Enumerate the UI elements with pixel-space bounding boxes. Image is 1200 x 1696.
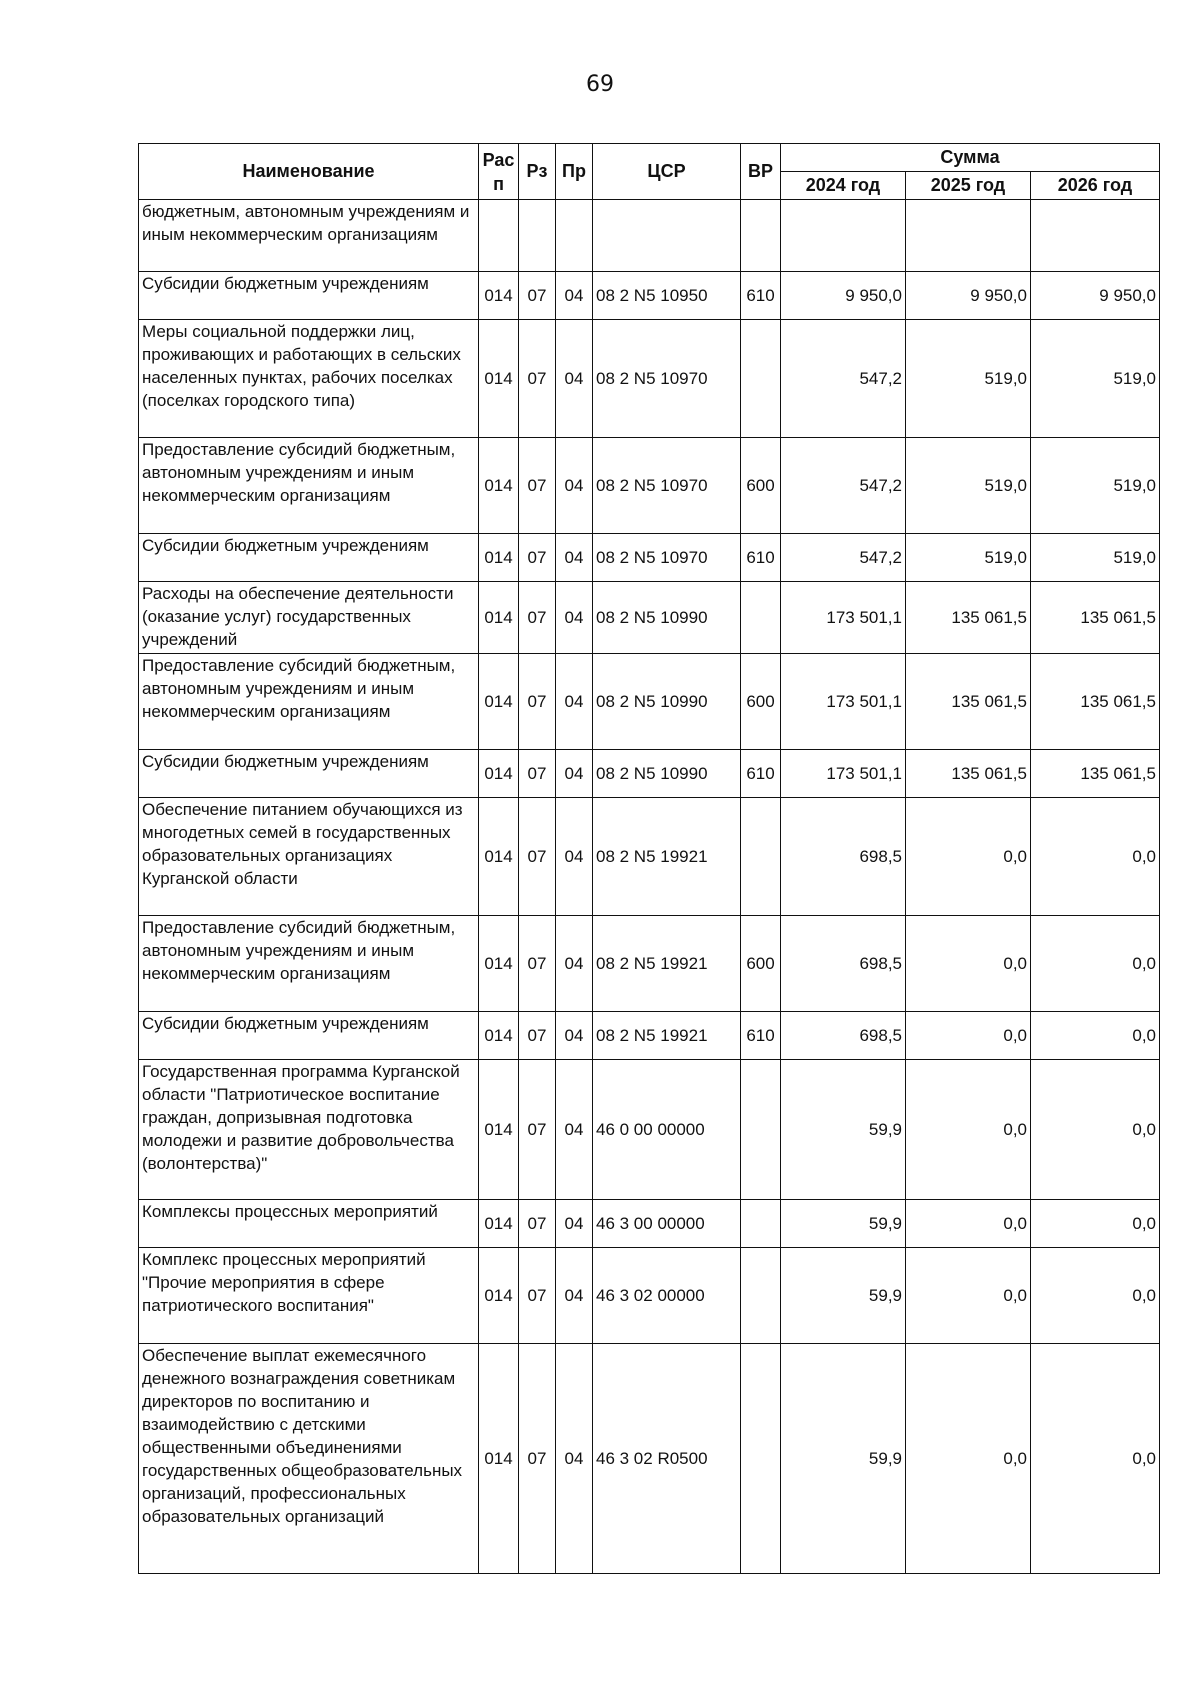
row-pr: 04 — [556, 582, 593, 654]
row-vr: 610 — [741, 1012, 781, 1060]
row-rasp — [479, 200, 519, 272]
row-vr — [741, 582, 781, 654]
row-csr: 46 0 00 00000 — [593, 1060, 741, 1200]
row-pr: 04 — [556, 1012, 593, 1060]
header-2026: 2026 год — [1031, 172, 1160, 200]
row-rz: 07 — [519, 654, 556, 750]
row-rz: 07 — [519, 798, 556, 916]
row-csr: 08 2 N5 10970 — [593, 320, 741, 438]
row-sum-2026: 135 061,5 — [1031, 582, 1160, 654]
table-row — [139, 1200, 1160, 1248]
row-name: Предоставление субсидий бюджетным, автономным учреждениям и иным некоммерческим организациям — [139, 654, 479, 750]
row-rasp: 014 — [479, 1344, 519, 1574]
row-rz: 07 — [519, 1344, 556, 1574]
row-pr: 04 — [556, 654, 593, 750]
row-rz: 07 — [519, 582, 556, 654]
table-row — [139, 1344, 1160, 1574]
header-pr: Пр — [556, 144, 593, 200]
row-name: Субсидии бюджетным учреждениям — [139, 272, 479, 320]
row-sum-2025: 0,0 — [906, 1248, 1031, 1344]
row-rasp: 014 — [479, 1012, 519, 1060]
page-number: 69 — [586, 72, 614, 97]
row-vr: 610 — [741, 750, 781, 798]
row-csr: 08 2 N5 19921 — [593, 916, 741, 1012]
budget-table — [138, 143, 1160, 1574]
header-sum: Сумма — [781, 144, 1160, 172]
row-sum-2024: 59,9 — [781, 1344, 906, 1574]
header-name: Наименование — [139, 144, 479, 200]
row-pr: 04 — [556, 320, 593, 438]
row-vr — [741, 200, 781, 272]
header-row — [139, 144, 1160, 172]
row-sum-2025: 135 061,5 — [906, 750, 1031, 798]
header-2024: 2024 год — [781, 172, 906, 200]
table-row — [139, 798, 1160, 916]
row-rasp: 014 — [479, 320, 519, 438]
header-vr: ВР — [741, 144, 781, 200]
row-rasp: 014 — [479, 438, 519, 534]
row-pr — [556, 200, 593, 272]
row-name: Комплексы процессных мероприятий — [139, 1200, 479, 1248]
row-rasp: 014 — [479, 582, 519, 654]
row-name: Предоставление субсидий бюджетным, автономным учреждениям и иным некоммерческим организациям — [139, 916, 479, 1012]
table-row — [139, 200, 1160, 272]
row-sum-2026: 0,0 — [1031, 1248, 1160, 1344]
row-sum-2025: 519,0 — [906, 534, 1031, 582]
row-rasp: 014 — [479, 798, 519, 916]
row-csr: 08 2 N5 10970 — [593, 438, 741, 534]
row-sum-2024: 547,2 — [781, 438, 906, 534]
table-row — [139, 272, 1160, 320]
row-sum-2026: 135 061,5 — [1031, 654, 1160, 750]
table-body — [139, 200, 1160, 1574]
table-row — [139, 438, 1160, 534]
row-csr: 08 2 N5 10990 — [593, 582, 741, 654]
row-csr: 08 2 N5 10970 — [593, 534, 741, 582]
row-sum-2025: 135 061,5 — [906, 654, 1031, 750]
row-rz: 07 — [519, 534, 556, 582]
row-sum-2024: 173 501,1 — [781, 654, 906, 750]
row-sum-2024: 59,9 — [781, 1248, 906, 1344]
row-vr: 600 — [741, 654, 781, 750]
row-rasp: 014 — [479, 1200, 519, 1248]
table-row — [139, 1060, 1160, 1200]
row-sum-2024 — [781, 200, 906, 272]
row-rz: 07 — [519, 1060, 556, 1200]
row-sum-2026: 135 061,5 — [1031, 750, 1160, 798]
row-sum-2026: 519,0 — [1031, 438, 1160, 534]
row-rz — [519, 200, 556, 272]
row-rz: 07 — [519, 438, 556, 534]
row-sum-2026: 0,0 — [1031, 1200, 1160, 1248]
table-row — [139, 1248, 1160, 1344]
row-name: Предоставление субсидий бюджетным, автономным учреждениям и иным некоммерческим организациям — [139, 438, 479, 534]
row-sum-2025: 135 061,5 — [906, 582, 1031, 654]
row-csr: 46 3 00 00000 — [593, 1200, 741, 1248]
row-name: Обеспечение выплат ежемесячного денежного вознаграждения советникам директоров по воспитанию и взаимодействию с детскими общественными объединениями государственных общеобразовательных организаций, профессиональных образовательных организаций — [139, 1344, 479, 1574]
table-row — [139, 750, 1160, 798]
row-csr: 08 2 N5 19921 — [593, 1012, 741, 1060]
table-row — [139, 916, 1160, 1012]
row-sum-2026 — [1031, 200, 1160, 272]
row-csr: 46 3 02 00000 — [593, 1248, 741, 1344]
row-sum-2025 — [906, 200, 1031, 272]
row-vr — [741, 320, 781, 438]
row-sum-2024: 59,9 — [781, 1200, 906, 1248]
row-sum-2026: 0,0 — [1031, 1344, 1160, 1574]
table-row — [139, 654, 1160, 750]
row-pr: 04 — [556, 1344, 593, 1574]
row-pr: 04 — [556, 750, 593, 798]
row-name: Комплекс процессных мероприятий "Прочие мероприятия в сфере патриотического воспитания" — [139, 1248, 479, 1344]
row-rz: 07 — [519, 320, 556, 438]
row-sum-2026: 0,0 — [1031, 1060, 1160, 1200]
row-vr — [741, 798, 781, 916]
row-pr: 04 — [556, 1200, 593, 1248]
header-csr: ЦСР — [593, 144, 741, 200]
row-rasp: 014 — [479, 1248, 519, 1344]
row-vr: 600 — [741, 438, 781, 534]
row-vr: 610 — [741, 272, 781, 320]
row-sum-2024: 173 501,1 — [781, 582, 906, 654]
row-sum-2025: 0,0 — [906, 798, 1031, 916]
row-sum-2026: 0,0 — [1031, 798, 1160, 916]
row-sum-2025: 519,0 — [906, 438, 1031, 534]
row-sum-2025: 9 950,0 — [906, 272, 1031, 320]
row-pr: 04 — [556, 272, 593, 320]
table-row — [139, 320, 1160, 438]
row-vr — [741, 1060, 781, 1200]
row-sum-2024: 9 950,0 — [781, 272, 906, 320]
row-rasp: 014 — [479, 916, 519, 1012]
row-pr: 04 — [556, 1248, 593, 1344]
table-row — [139, 534, 1160, 582]
row-name: Расходы на обеспечение деятельности (оказание услуг) государственных учреждений — [139, 582, 479, 654]
row-rz: 07 — [519, 1012, 556, 1060]
row-vr — [741, 1248, 781, 1344]
row-sum-2025: 519,0 — [906, 320, 1031, 438]
row-csr: 08 2 N5 10990 — [593, 750, 741, 798]
row-pr: 04 — [556, 1060, 593, 1200]
row-vr: 600 — [741, 916, 781, 1012]
row-rasp: 014 — [479, 272, 519, 320]
row-sum-2024: 173 501,1 — [781, 750, 906, 798]
row-sum-2025: 0,0 — [906, 1060, 1031, 1200]
row-rz: 07 — [519, 916, 556, 1012]
row-vr: 610 — [741, 534, 781, 582]
table-row — [139, 582, 1160, 654]
row-name: Субсидии бюджетным учреждениям — [139, 750, 479, 798]
row-name: бюджетным, автономным учреждениям и иным некоммерческим организациям — [139, 200, 479, 272]
row-rz: 07 — [519, 1248, 556, 1344]
row-rasp: 014 — [479, 750, 519, 798]
header-rasp: Рас п — [479, 144, 519, 200]
row-pr: 04 — [556, 438, 593, 534]
row-name: Субсидии бюджетным учреждениям — [139, 1012, 479, 1060]
row-rz: 07 — [519, 272, 556, 320]
row-sum-2024: 59,9 — [781, 1060, 906, 1200]
row-csr: 46 3 02 R0500 — [593, 1344, 741, 1574]
row-rasp: 014 — [479, 654, 519, 750]
header-rz: Рз — [519, 144, 556, 200]
row-pr: 04 — [556, 534, 593, 582]
row-rz: 07 — [519, 1200, 556, 1248]
row-sum-2025: 0,0 — [906, 1200, 1031, 1248]
row-sum-2024: 698,5 — [781, 916, 906, 1012]
row-csr: 08 2 N5 10950 — [593, 272, 741, 320]
row-pr: 04 — [556, 916, 593, 1012]
row-vr — [741, 1344, 781, 1574]
row-sum-2026: 519,0 — [1031, 320, 1160, 438]
table-row — [139, 1012, 1160, 1060]
row-pr: 04 — [556, 798, 593, 916]
row-sum-2024: 547,2 — [781, 534, 906, 582]
row-sum-2026: 519,0 — [1031, 534, 1160, 582]
row-sum-2024: 547,2 — [781, 320, 906, 438]
row-sum-2025: 0,0 — [906, 1012, 1031, 1060]
row-sum-2026: 0,0 — [1031, 916, 1160, 1012]
row-name: Обеспечение питанием обучающихся из многодетных семей в государственных образовательных организациях Курганской области — [139, 798, 479, 916]
row-csr — [593, 200, 741, 272]
row-sum-2026: 9 950,0 — [1031, 272, 1160, 320]
row-name: Меры социальной поддержки лиц, проживающих и работающих в сельских населенных пунктах, рабочих поселках (поселках городского типа) — [139, 320, 479, 438]
row-sum-2024: 698,5 — [781, 798, 906, 916]
row-rasp: 014 — [479, 534, 519, 582]
row-rz: 07 — [519, 750, 556, 798]
row-rasp: 014 — [479, 1060, 519, 1200]
row-csr: 08 2 N5 10990 — [593, 654, 741, 750]
row-sum-2025: 0,0 — [906, 1344, 1031, 1574]
table-header — [139, 144, 1160, 200]
row-sum-2024: 698,5 — [781, 1012, 906, 1060]
row-sum-2026: 0,0 — [1031, 1012, 1160, 1060]
header-2025: 2025 год — [906, 172, 1031, 200]
row-vr — [741, 1200, 781, 1248]
row-sum-2025: 0,0 — [906, 916, 1031, 1012]
row-csr: 08 2 N5 19921 — [593, 798, 741, 916]
row-name: Субсидии бюджетным учреждениям — [139, 534, 479, 582]
row-name: Государственная программа Курганской области "Патриотическое воспитание граждан, допризывная подготовка молодежи и развитие добровольчества (волонтерства)" — [139, 1060, 479, 1200]
